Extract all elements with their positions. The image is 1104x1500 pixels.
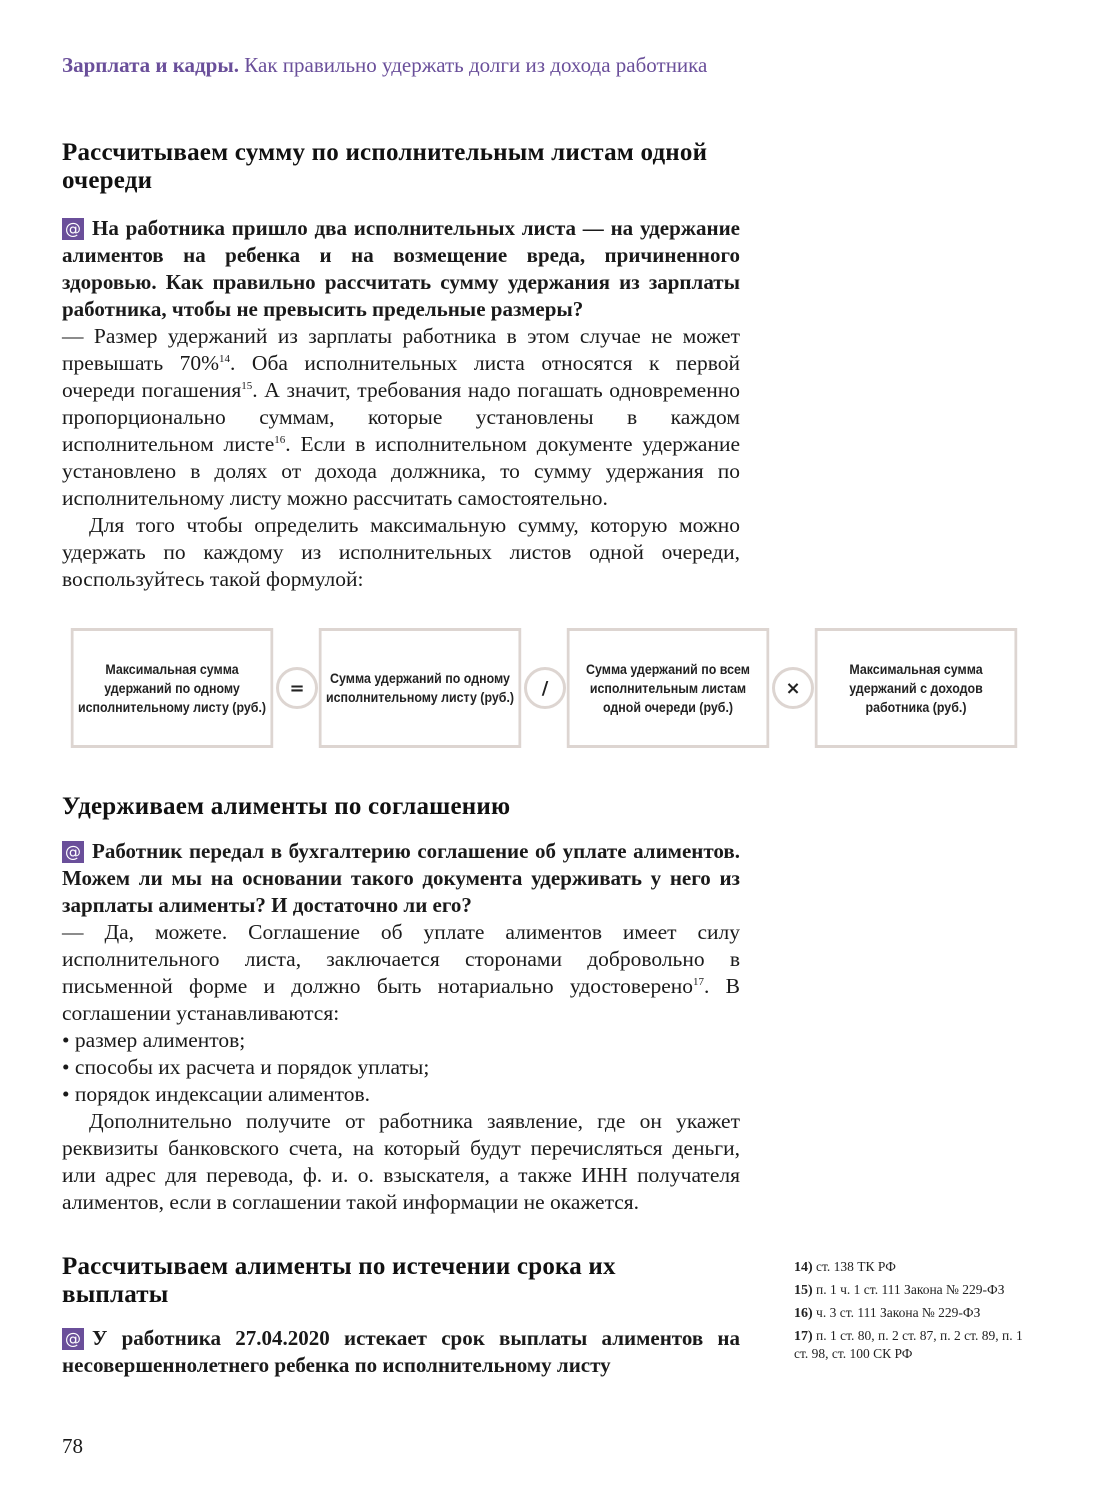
multiply-icon: × — [772, 667, 814, 709]
formula-box-total: Сумма удержаний по всем исполнительным листам одной очереди (руб.) — [567, 628, 769, 748]
at-icon: @ — [62, 218, 84, 240]
question — [62, 838, 740, 919]
section-heading: Рассчитываем алименты по истечении срока их выплаты — [62, 1253, 616, 1308]
at-icon: @ — [62, 841, 84, 863]
formula-box-single: Сумма удержаний по одному исполнительному листу (руб.) — [319, 628, 521, 748]
divide-icon: / — [524, 667, 566, 709]
at-icon: @ — [62, 1328, 84, 1350]
running-head-section: Зарплата и кадры. — [62, 53, 240, 77]
footnote — [794, 1327, 1034, 1362]
footnote-text: п. 1 ст. 80, п. 2 ст. 87, п. 2 ст. 89, п. 1 ст. 98, ст. 100 СК РФ — [794, 1328, 1023, 1361]
section-heading: Удерживаем алименты по соглашению — [62, 793, 511, 820]
answer-text: — Размер удержаний из зарплаты работника в этом случае не может превышать 70% — [62, 324, 740, 375]
footnote-text: ч. 3 ст. 111 Закона № 229-ФЗ — [816, 1305, 981, 1320]
footnote — [794, 1304, 1034, 1322]
question-text: У работника 27.04.2020 истекает срок выплаты алиментов на несовершеннолетнего ребенка по исполнительному листу — [62, 1326, 740, 1377]
answer-text: . В соглашении устанавливаются: — [62, 974, 740, 1025]
formula-box-result: Максимальная сумма удержаний по одному исполнительному листу (руб.) — [71, 628, 273, 748]
footnote-ref: 17 — [693, 976, 705, 988]
list-item: • способы их расчета и порядок уплаты; — [62, 1054, 740, 1081]
answer-text: . Если в исполнительном документе удержание установлено в долях от дохода должника, то сумму удержания по исполнительному листу можно рассчитать самостоятельно. — [62, 432, 741, 510]
running-head-title: Как правильно удержать долги из дохода работника — [244, 53, 708, 77]
question — [62, 215, 740, 323]
formula-box-max: Максимальная сумма удержаний с доходов работника (руб.) — [815, 628, 1017, 748]
footnote — [794, 1281, 1034, 1299]
question — [62, 1325, 740, 1379]
running-head — [62, 53, 707, 78]
footnote-ref: 16 — [274, 434, 286, 446]
answer — [62, 919, 740, 1027]
answer-text: — Да, можете. Соглашение об уплате алиментов имеет силу исполнительного листа, заключается сторонами добровольно в письменной форме и должно быть нотариально удостоверено — [62, 920, 740, 998]
answer — [62, 323, 740, 512]
footnote-number: 16) — [794, 1306, 813, 1321]
question-text: Работник передал в бухгалтерию соглашение об уплате алиментов. Можем ли мы на основании такого документа удерживать у него из зарплаты алименты? И достаточно ли его? — [62, 839, 740, 917]
footnote — [794, 1258, 1034, 1276]
list-item: • размер алиментов; — [62, 1027, 740, 1054]
answer-text: . Оба исполнительных листа относятся к первой очереди погашения — [62, 351, 740, 402]
footnotes — [794, 1258, 1034, 1367]
page-number: 78 — [62, 1434, 83, 1458]
formula-diagram — [62, 628, 1012, 749]
list-item: • порядок индексации алиментов. — [62, 1081, 740, 1108]
paragraph: Дополнительно получите от работника заявление, где он укажет реквизиты банковского счета, на который будут перечисляться деньги, или адрес для перевода, ф. и. о. взыскателя, а также ИНН получателя алиментов, если в соглашении такой информации не окажется. — [62, 1109, 740, 1214]
paragraph: Для того чтобы определить максимальную сумму, которую можно удержать по каждому из исполнительных листов одной очереди, воспользуйтесь такой формулой: — [62, 513, 740, 591]
footnote-number: 14) — [794, 1260, 813, 1275]
qa-block — [62, 215, 740, 593]
footnote-text: ст. 138 ТК РФ — [816, 1259, 896, 1274]
footnote-text: п. 1 ч. 1 ст. 111 Закона № 229-ФЗ — [816, 1282, 1005, 1297]
footnote-ref: 14 — [219, 353, 231, 365]
section-heading: Рассчитываем сумму по исполнительным листам одной очереди — [62, 139, 708, 194]
bullet-list — [62, 1027, 740, 1108]
question-text: На работника пришло два исполнительных листа — на удержание алиментов на ребенка и на возмещение вреда, причиненного здоровью. Как правильно рассчитать сумму удержания из зарплаты работника, чтобы не превысить предельные размеры? — [62, 216, 740, 321]
footnote-number: 17) — [794, 1329, 813, 1344]
equals-icon: = — [276, 667, 318, 709]
qa-block — [62, 838, 740, 1216]
footnote-ref: 15 — [241, 380, 253, 392]
qa-block — [62, 1325, 740, 1379]
answer-text: . А значит, требования надо погашать одновременно пропорционально суммам, которые установлены в каждом исполнительном листе — [62, 378, 740, 456]
footnote-number: 15) — [794, 1283, 813, 1298]
